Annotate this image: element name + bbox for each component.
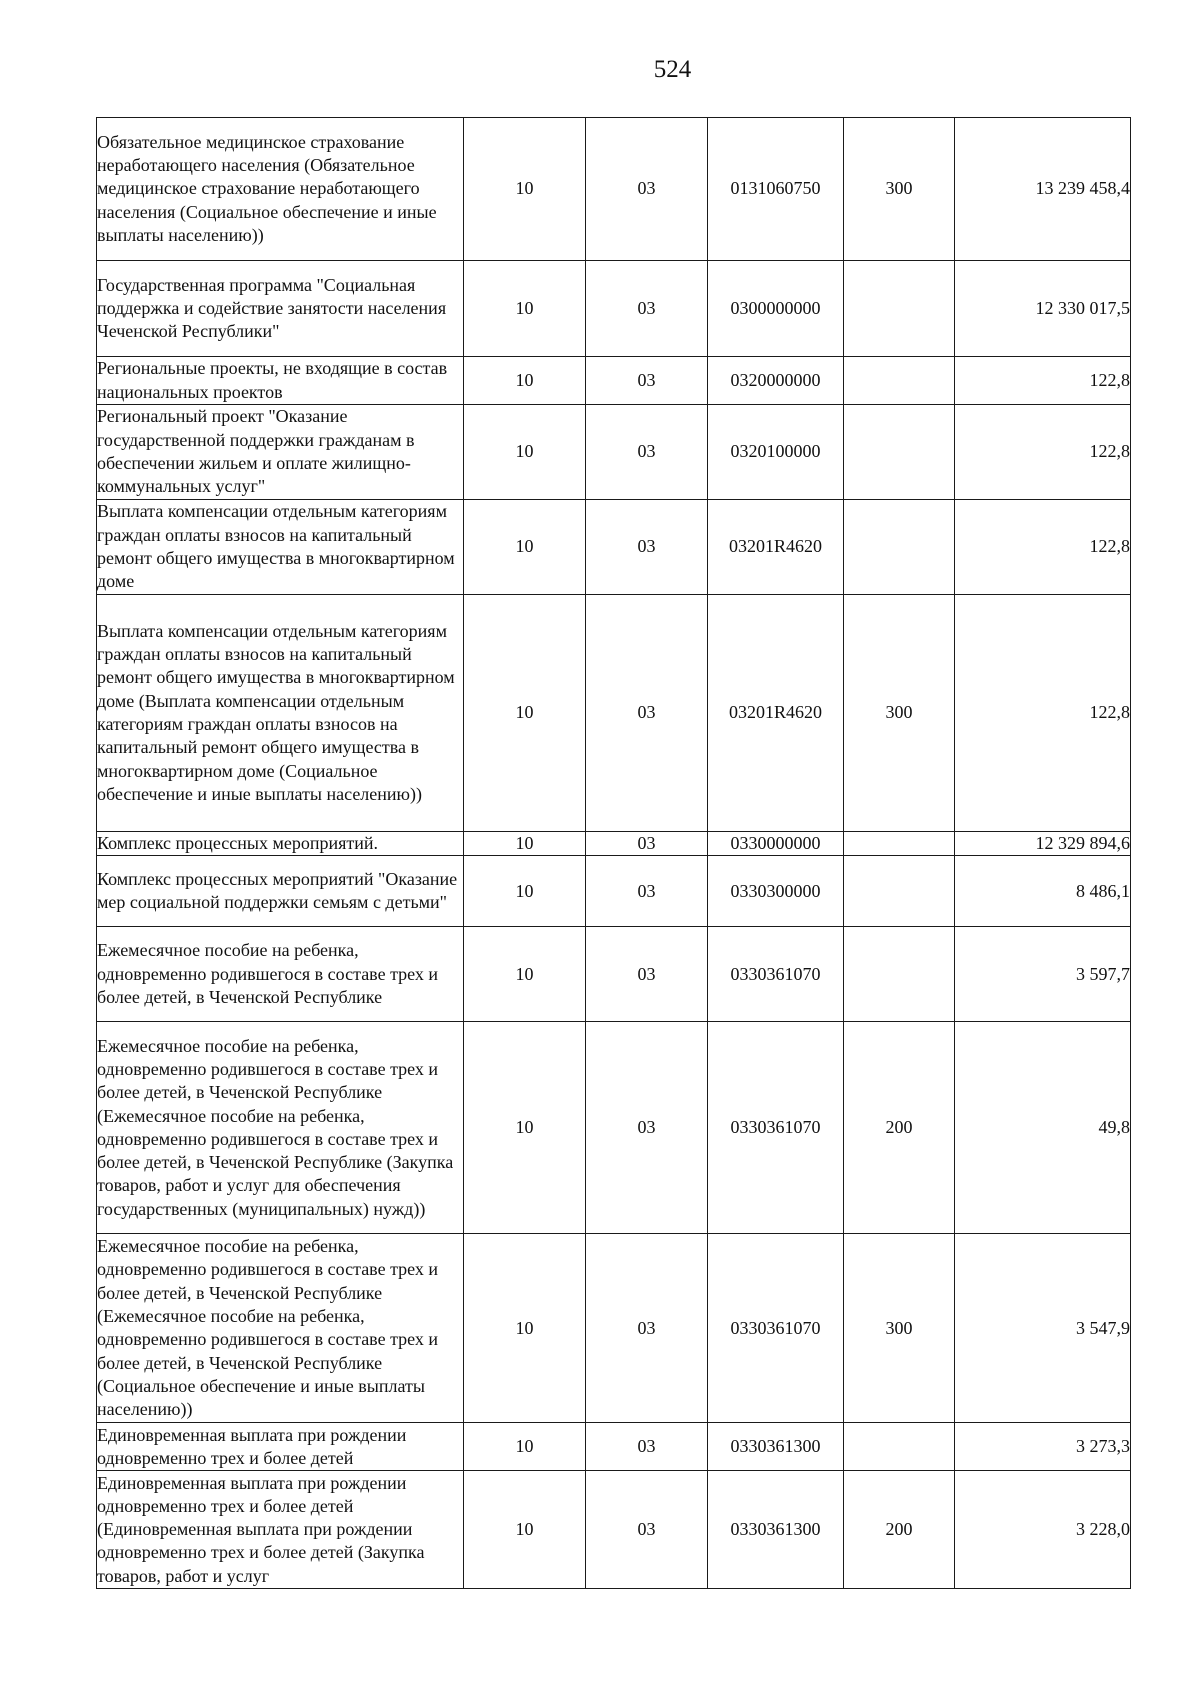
section-code: 10 <box>464 1471 586 1589</box>
amount: 122,8 <box>955 500 1131 595</box>
expense-name: Ежемесячное пособие на ребенка, одновременно родившегося в составе трех и более детей, в Чеченской Республике (Ежемесячное пособие на ребенка, одновременно родившегося в составе трех и более детей, в Чеченской Республике (Закупка товаров, работ и услуг для обеспечения государственных (муниципальных) нужд)) <box>97 1022 464 1234</box>
section-code: 10 <box>464 832 586 856</box>
table-row <box>97 405 1131 500</box>
expense-type-code: 300 <box>844 118 955 261</box>
amount: 122,8 <box>955 595 1131 832</box>
subsection-code: 03 <box>586 500 708 595</box>
subsection-code: 03 <box>586 357 708 405</box>
expense-name: Комплекс процессных мероприятий "Оказание мер социальной поддержки семьям с детьми" <box>97 856 464 927</box>
amount: 8 486,1 <box>955 856 1131 927</box>
section-code: 10 <box>464 261 586 357</box>
section-code: 10 <box>464 1234 586 1423</box>
table-row <box>97 357 1131 405</box>
amount: 122,8 <box>955 357 1131 405</box>
target-article-code: 0330361300 <box>708 1471 844 1589</box>
subsection-code: 03 <box>586 595 708 832</box>
amount: 13 239 458,4 <box>955 118 1131 261</box>
expense-name: Региональные проекты, не входящие в состав национальных проектов <box>97 357 464 405</box>
section-code: 10 <box>464 1423 586 1471</box>
expense-name: Региональный проект "Оказание государственной поддержки гражданам в обеспечении жильем и оплате жилищно-коммунальных услуг" <box>97 405 464 500</box>
expense-type-code <box>844 856 955 927</box>
target-article-code: 0131060750 <box>708 118 844 261</box>
expense-type-code <box>844 832 955 856</box>
subsection-code: 03 <box>586 118 708 261</box>
expense-type-code <box>844 357 955 405</box>
target-article-code: 0330361070 <box>708 1234 844 1423</box>
target-article-code: 0300000000 <box>708 261 844 357</box>
target-article-code: 0330361070 <box>708 927 844 1022</box>
section-code: 10 <box>464 118 586 261</box>
table-row <box>97 261 1131 357</box>
subsection-code: 03 <box>586 1234 708 1423</box>
amount: 122,8 <box>955 405 1131 500</box>
subsection-code: 03 <box>586 832 708 856</box>
target-article-code: 0320000000 <box>708 357 844 405</box>
amount: 49,8 <box>955 1022 1131 1234</box>
amount: 3 597,7 <box>955 927 1131 1022</box>
target-article-code: 0330361300 <box>708 1423 844 1471</box>
section-code: 10 <box>464 927 586 1022</box>
amount: 12 329 894,6 <box>955 832 1131 856</box>
budget-table-body <box>97 118 1131 1589</box>
subsection-code: 03 <box>586 856 708 927</box>
amount: 3 228,0 <box>955 1471 1131 1589</box>
target-article-code: 03201R4620 <box>708 500 844 595</box>
subsection-code: 03 <box>586 1471 708 1589</box>
table-row <box>97 1423 1131 1471</box>
table-row <box>97 118 1131 261</box>
section-code: 10 <box>464 500 586 595</box>
expense-name: Ежемесячное пособие на ребенка, одновременно родившегося в составе трех и более детей, в Чеченской Республике (Ежемесячное пособие на ребенка, одновременно родившегося в составе трех и более детей, в Чеченской Республике (Социальное обеспечение и иные выплаты населению)) <box>97 1234 464 1423</box>
amount: 3 547,9 <box>955 1234 1131 1423</box>
expense-type-code: 300 <box>844 1234 955 1423</box>
expense-type-code <box>844 500 955 595</box>
subsection-code: 03 <box>586 261 708 357</box>
budget-table <box>96 117 1131 1589</box>
table-row <box>97 832 1131 856</box>
amount: 12 330 017,5 <box>955 261 1131 357</box>
table-row <box>97 500 1131 595</box>
page-number: 524 <box>653 56 692 83</box>
expense-type-code: 300 <box>844 595 955 832</box>
expense-name: Единовременная выплата при рождении одновременно трех и более детей (Единовременная выплата при рождении одновременно трех и более детей (Закупка товаров, работ и услуг <box>97 1471 464 1589</box>
subsection-code: 03 <box>586 1022 708 1234</box>
section-code: 10 <box>464 1022 586 1234</box>
expense-type-code <box>844 261 955 357</box>
table-row <box>97 1471 1131 1589</box>
expense-name: Обязательное медицинское страхование неработающего населения (Обязательное медицинское страхование неработающего населения (Социальное обеспечение и иные выплаты населению)) <box>97 118 464 261</box>
expense-name: Ежемесячное пособие на ребенка, одновременно родившегося в составе трех и более детей, в Чеченской Республике <box>97 927 464 1022</box>
expense-type-code: 200 <box>844 1022 955 1234</box>
expense-name: Государственная программа "Социальная поддержка и содействие занятости населения Чеченской Республики" <box>97 261 464 357</box>
table-row <box>97 595 1131 832</box>
expense-name: Единовременная выплата при рождении одновременно трех и более детей <box>97 1423 464 1471</box>
table-row <box>97 1022 1131 1234</box>
expense-name: Комплекс процессных мероприятий. <box>97 832 464 856</box>
subsection-code: 03 <box>586 1423 708 1471</box>
section-code: 10 <box>464 595 586 832</box>
table-row <box>97 856 1131 927</box>
target-article-code: 0330000000 <box>708 832 844 856</box>
expense-type-code: 200 <box>844 1471 955 1589</box>
expense-name: Выплата компенсации отдельным категориям граждан оплаты взносов на капитальный ремонт общего имущества в многоквартирном доме <box>97 500 464 595</box>
target-article-code: 0330361070 <box>708 1022 844 1234</box>
table-row <box>97 1234 1131 1423</box>
subsection-code: 03 <box>586 927 708 1022</box>
subsection-code: 03 <box>586 405 708 500</box>
target-article-code: 03201R4620 <box>708 595 844 832</box>
expense-name: Выплата компенсации отдельным категориям граждан оплаты взносов на капитальный ремонт общего имущества в многоквартирном доме (Выплата компенсации отдельным категориям граждан оплаты взносов на капитальный ремонт общего имущества в многоквартирном доме (Социальное обеспечение и иные выплаты населению)) <box>97 595 464 832</box>
expense-type-code <box>844 927 955 1022</box>
expense-type-code <box>844 1423 955 1471</box>
target-article-code: 0320100000 <box>708 405 844 500</box>
amount: 3 273,3 <box>955 1423 1131 1471</box>
expense-type-code <box>844 405 955 500</box>
section-code: 10 <box>464 405 586 500</box>
table-row <box>97 927 1131 1022</box>
section-code: 10 <box>464 357 586 405</box>
target-article-code: 0330300000 <box>708 856 844 927</box>
section-code: 10 <box>464 856 586 927</box>
